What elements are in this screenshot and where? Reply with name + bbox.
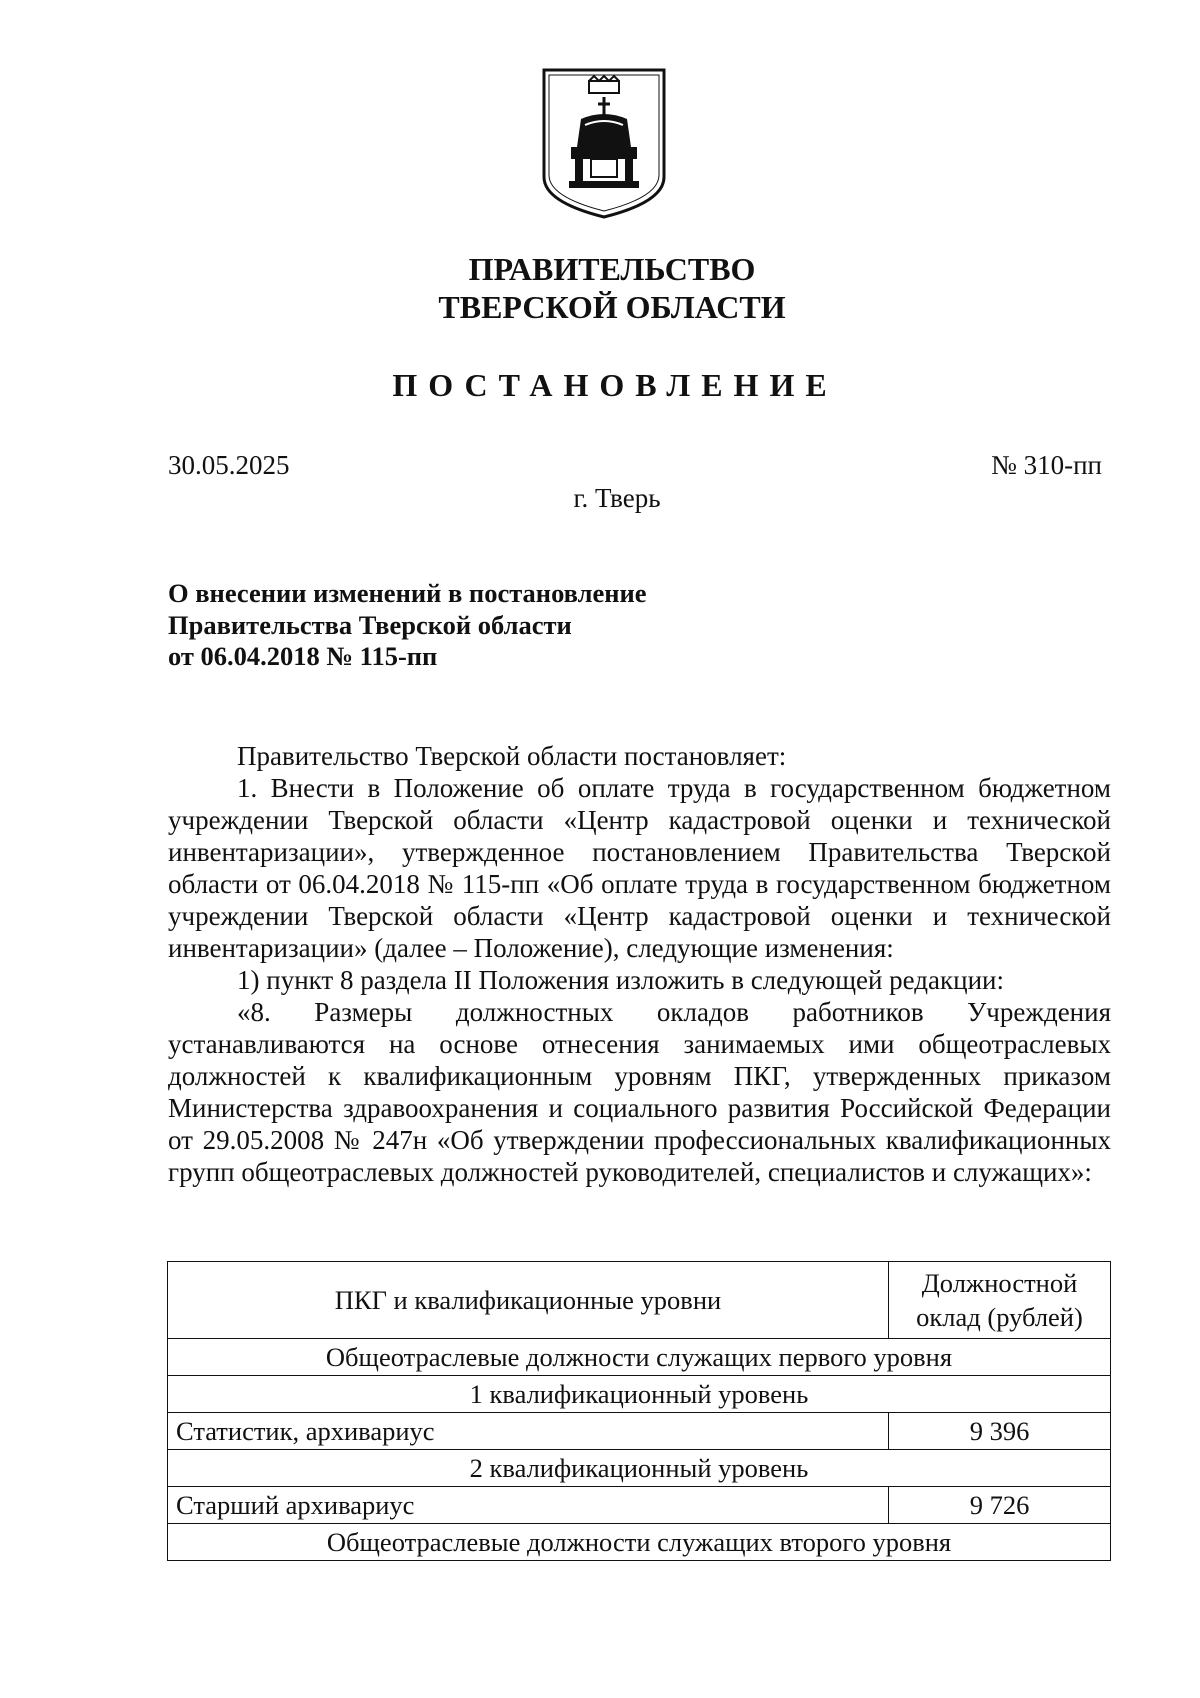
salary-header-line2: оклад (рублей) — [916, 1302, 1083, 1332]
subject-line2: Правительства Тверской области — [168, 609, 572, 640]
document-subject — [168, 578, 647, 673]
subject-line1: О внесении изменений в постановление — [168, 578, 647, 608]
body-paragraph-item1: 1. Внести в Положение об оплате труда в государственном бюджетном учреждении Тверской области «Центр кадастровой оценки и технической инвентаризации», утвержденное постановлением Правительства Тверской области от 06.04.2018 № 115-пп «Об оплате труда в государственном бюджетном учреждении Тверской области «Центр кадастровой оценки и технической инвентаризации» (далее – Положение), следующие изменения: — [168, 773, 1111, 963]
salary-table — [167, 1261, 1111, 1561]
document-body — [168, 740, 1111, 1188]
table-header-row — [168, 1262, 1111, 1339]
position-cell: Статистик, архивариус — [168, 1413, 889, 1450]
document-city: г. Тверь — [573, 483, 661, 513]
document-number: № 310-пп — [991, 450, 1102, 480]
table-row — [168, 1339, 1111, 1376]
level-heading-cell: 2 квалификационный уровень — [168, 1450, 1111, 1487]
table-header-cell: ПКГ и квалификационные уровни — [168, 1262, 889, 1339]
document-type: ПОСТАНОВЛЕНИЕ — [392, 367, 838, 403]
table-row — [168, 1413, 1111, 1450]
salary-cell: 9 396 — [889, 1413, 1111, 1450]
body-paragraph-clause8: «8. Размеры должностных окладов работников Учреждения устанавливаются на основе отнесения занимаемых ими общеотраслевых должностей к квалификационным уровням ПКГ, утвержденных приказом Министерства здравоохранения и социального развития Российской Федерации от 29.05.2008 № 247н «Об утверждении профессиональных квалификационных групп общеотраслевых должностей руководителей, специалистов и служащих»: — [168, 997, 1111, 1187]
level-heading-cell: 1 квалификационный уровень — [168, 1376, 1111, 1413]
body-paragraph-subitem1: 1) пункт 8 раздела II Положения изложить в следующей редакции: — [237, 965, 1004, 995]
subject-line3: от 06.04.2018 № 115-пп — [168, 641, 438, 671]
table-header-cell — [889, 1262, 1111, 1339]
table-row — [168, 1376, 1111, 1413]
salary-cell: 9 726 — [889, 1487, 1111, 1524]
document-date: 30.05.2025 — [168, 450, 290, 480]
body-paragraph-preamble: Правительство Тверской области постановляет: — [237, 741, 787, 771]
table-row — [168, 1487, 1111, 1524]
government-title-line1: ПРАВИТЕЛЬСТВО — [468, 251, 756, 287]
government-title-line2: ТВЕРСКОЙ ОБЛАСТИ — [438, 289, 786, 325]
government-title — [0, 250, 1200, 326]
table-row — [168, 1524, 1111, 1561]
salary-header-line1: Должностной — [921, 1268, 1078, 1298]
group-heading-cell: Общеотраслевые должности служащих второго уровня — [168, 1524, 1111, 1561]
group-heading-cell: Общеотраслевые должности служащих первого уровня — [168, 1339, 1111, 1376]
table-row — [168, 1450, 1111, 1487]
position-cell: Старший архивариус — [168, 1487, 889, 1524]
tver-oblast-coat-of-arms-icon — [541, 67, 667, 220]
